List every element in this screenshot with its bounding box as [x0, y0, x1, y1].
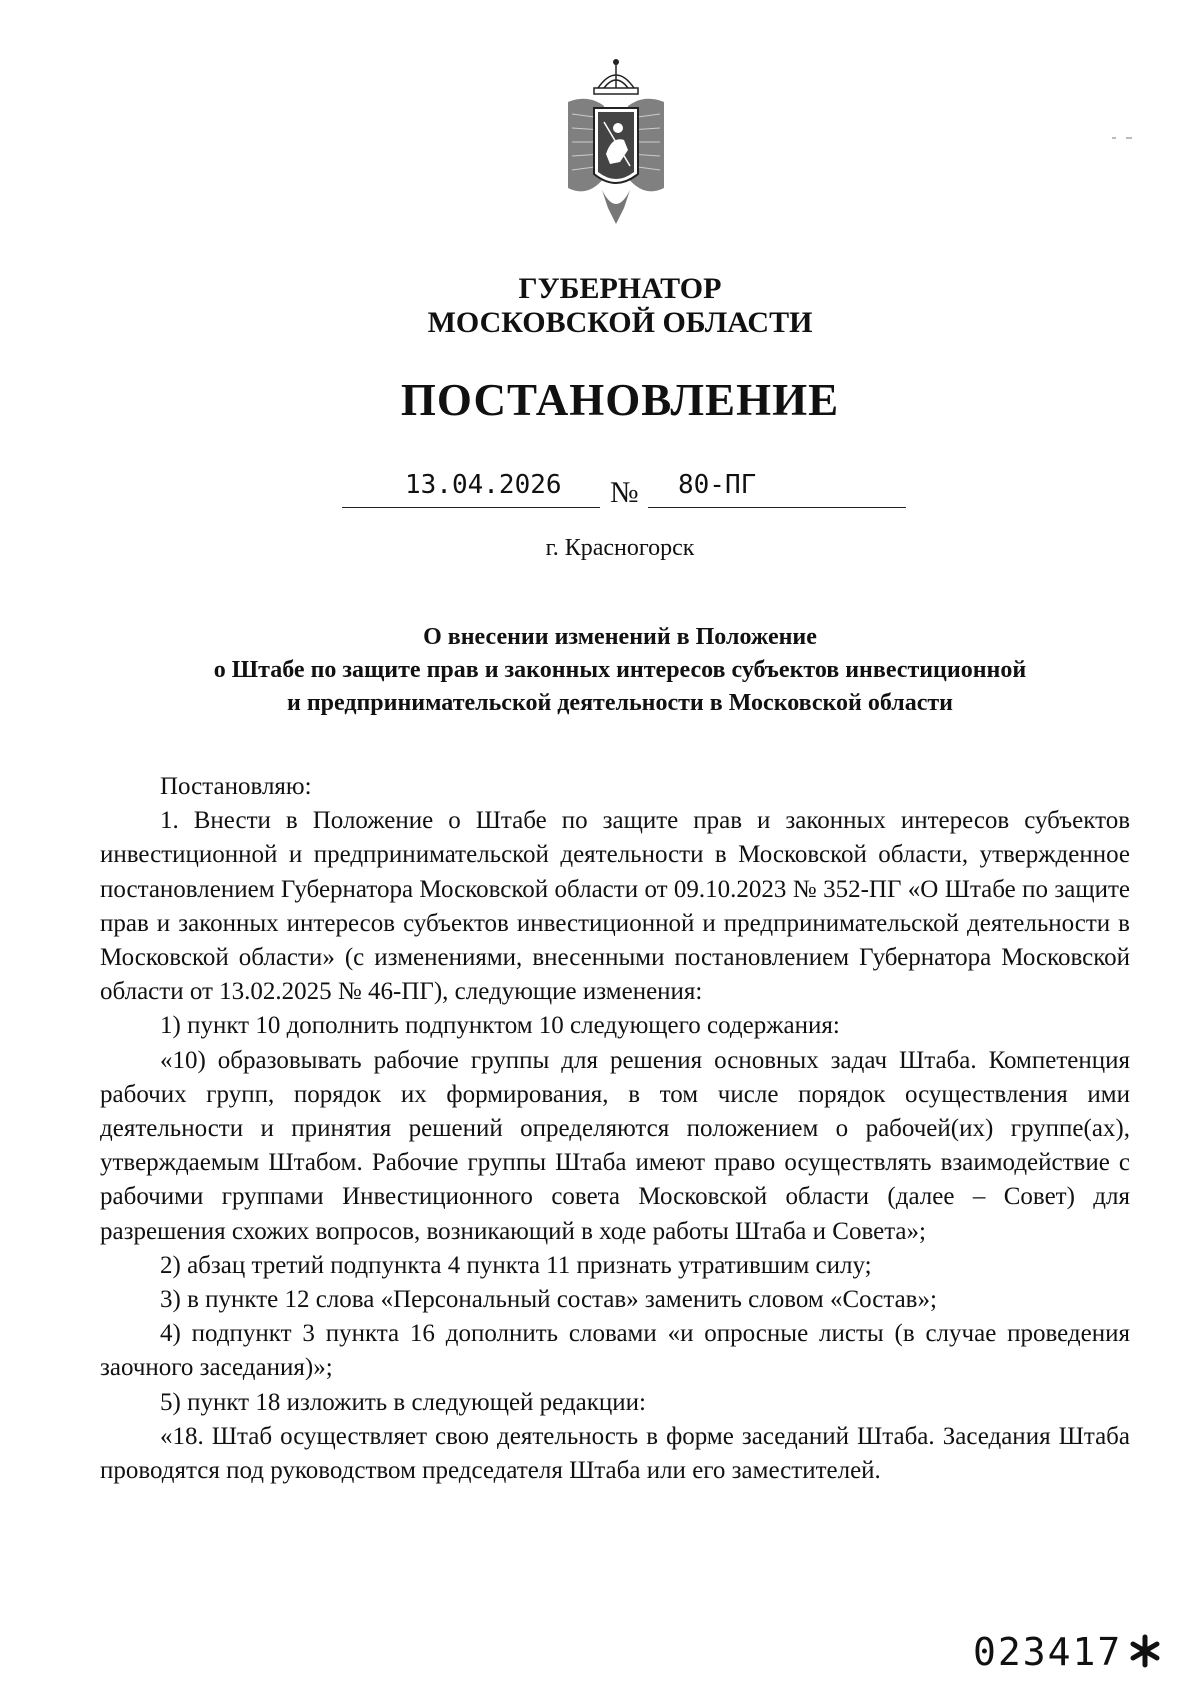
document-type-title: ПОСТАНОВЛЕНИЕ	[400, 375, 840, 425]
body-paragraph: 3) в пункте 12 слова «Персональный состав» заменить словом «Состав»;	[160, 1286, 937, 1314]
subject-line-2: о Штабе по защите прав и законных интересов субъектов инвестиционной	[213, 657, 1027, 683]
body-paragraph: 2) абзац третий подпункта 4 пункта 11 признать утратившим силу;	[160, 1251, 872, 1279]
scan-mark	[1112, 126, 1134, 128]
document-number: 80-ПГ	[678, 470, 757, 500]
body-paragraph: 1. Внести в Положение о Штабе по защите прав и законных интересов субъектов инвестиционной и предпринимательской деятельности в Московской области, утвержденное постановлением Губернатора Московской области от 09.10.2023 № 352-ПГ «О Штабе по защите прав и законных интересов субъектов инвестиционной и предпринимательской деятельности в Московской области» (с изменениями, внесенными постановлением Губернатора Московской области от 13.02.2025 № 46-ПГ), следующие изменения:	[100, 807, 1130, 1006]
date-underline	[342, 507, 600, 508]
issuer-line-1: ГУБЕРНАТОР	[518, 272, 722, 305]
asterisk-icon	[1128, 1634, 1162, 1668]
body-paragraph: «18. Штаб осуществляет свою деятельность в форме заседаний Штаба. Заседания Штаба проводятся под руководством председателя Штаба или его заместителей.	[100, 1422, 1130, 1485]
document-body	[100, 770, 1130, 1488]
document-subject	[0, 621, 1200, 720]
issuer-line-2: МОСКОВСКОЙ ОБЛАСТИ	[427, 306, 813, 339]
body-paragraph: Постановляю:	[160, 773, 312, 800]
document-date: 13.04.2026	[405, 470, 562, 500]
number-underline	[648, 507, 906, 508]
subject-line-1: О внесении изменений в Положение	[423, 624, 817, 650]
body-paragraph: «10) образовывать рабочие группы для решения основных задач Штаба. Компетенция рабочих групп, порядок их формирования, в том числе порядок осуществления ими деятельности и принятия решений определяются положением о рабочей(их) группе(ах), утверждаемым Штабом. Рабочие группы Штаба имеют право осуществлять взаимодействие с рабочими группами Инвестиционного совета Московской области (далее – Совет) для разрешения схожих вопросов, возникающий в ходе работы Штаба и Совета»;	[100, 1046, 1130, 1245]
city-line: г. Красногорск	[545, 535, 695, 561]
body-paragraph: 5) пункт 18 изложить в следующей редакции:	[160, 1388, 646, 1416]
number-sign: №	[610, 476, 639, 509]
body-paragraph: 4) подпункт 3 пункта 16 дополнить словами «и опросные листы (в случае проведения заочного заседания)»;	[100, 1320, 1130, 1382]
document-code: 023417	[973, 1630, 1123, 1674]
subject-line-3: и предпринимательской деятельности в Московской области	[286, 690, 953, 716]
body-paragraph: 1) пункт 10 дополнить подпунктом 10 следующего содержания:	[160, 1012, 840, 1040]
coat-of-arms-emblem	[558, 58, 674, 226]
